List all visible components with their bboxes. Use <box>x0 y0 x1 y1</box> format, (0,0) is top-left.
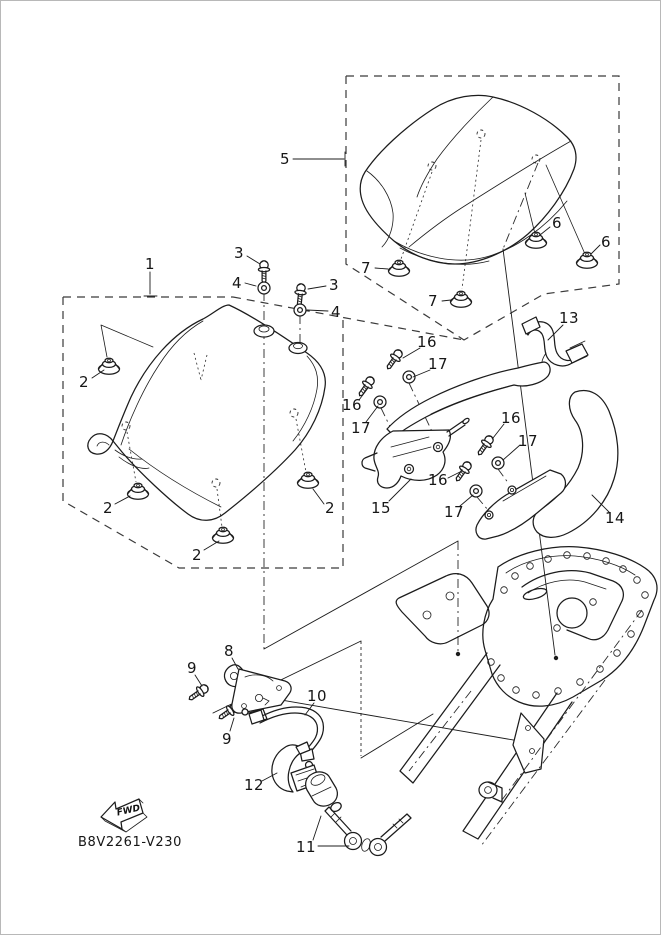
callout-17: 17 <box>443 503 465 521</box>
callout-16: 16 <box>500 409 522 427</box>
lock-cylinder-keys-11 <box>306 772 411 856</box>
callout-17: 17 <box>350 419 372 437</box>
grab-bracket-15 <box>362 362 550 488</box>
callout-2: 2 <box>102 499 114 517</box>
callout-2: 2 <box>191 546 203 564</box>
callout-9: 9 <box>186 659 198 677</box>
callout-15: 15 <box>370 499 392 517</box>
rear-frame-drawing <box>396 547 657 846</box>
callout-5: 5 <box>279 150 291 168</box>
parts-diagram-svg <box>1 1 661 935</box>
callout-9: 9 <box>221 730 233 748</box>
callout-1: 1 <box>144 255 156 273</box>
callout-13: 13 <box>558 309 580 327</box>
seat-strap-bracket-13 <box>522 317 588 372</box>
rear-seat-drawing <box>360 95 585 289</box>
callout-12: 12 <box>243 776 265 794</box>
callout-4: 4 <box>330 303 342 321</box>
callout-16: 16 <box>341 396 363 414</box>
fwd-label: FWD <box>115 803 142 819</box>
callout-2: 2 <box>324 499 336 517</box>
callout-17: 17 <box>427 355 449 373</box>
callout-14: 14 <box>604 509 626 527</box>
callout-7: 7 <box>360 259 372 277</box>
callout-16: 16 <box>427 471 449 489</box>
callout-7: 7 <box>427 292 439 310</box>
drawing-code: B8V2261-V230 <box>78 835 183 850</box>
fasteners <box>186 261 509 723</box>
rear-seat-dashed-box <box>346 76 619 340</box>
fwd-direction-arrow <box>101 799 147 832</box>
callout-3: 3 <box>328 276 340 294</box>
callout-16: 16 <box>416 333 438 351</box>
callout-6: 6 <box>551 214 563 232</box>
callout-8: 8 <box>223 642 235 660</box>
callout-4: 4 <box>231 274 243 292</box>
callout-6: 6 <box>600 233 612 251</box>
callout-3: 3 <box>233 244 245 262</box>
callout-17: 17 <box>517 432 539 450</box>
front-seat-drawing <box>88 305 326 527</box>
callout-10: 10 <box>306 687 328 705</box>
callout-11: 11 <box>295 838 317 856</box>
callout-2: 2 <box>78 373 90 391</box>
